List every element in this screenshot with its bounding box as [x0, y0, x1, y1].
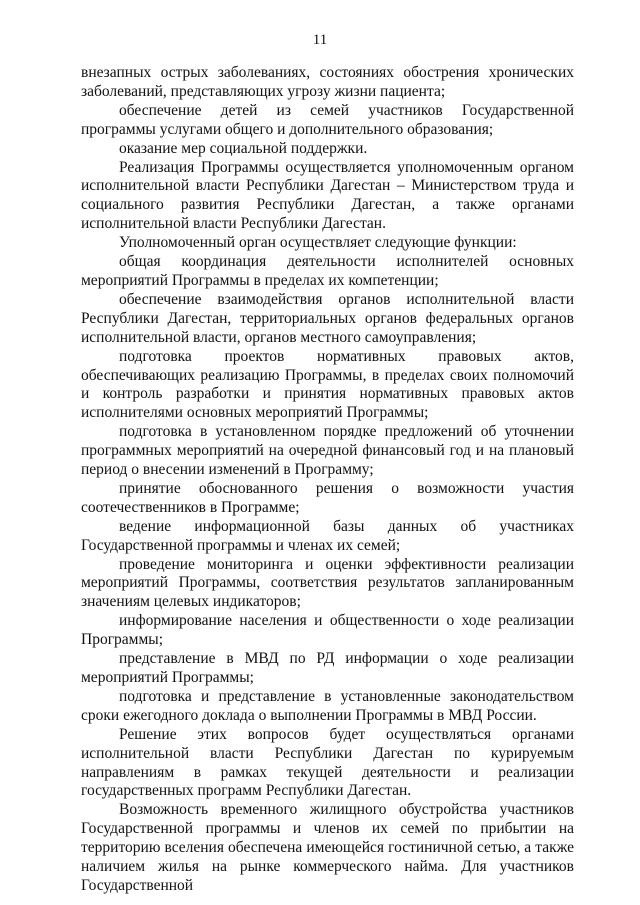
paragraph: Решение этих вопросов будет осуществляться органами исполнительной власти Республики Дагестан по курируемым направлениям в рамках текущей деятельности и реализации государственных программ Республики Дагестан. — [81, 725, 574, 800]
paragraph: подготовка и представление в установленные законодательством сроки ежегодного доклада о выполнении Программы в МВД России. — [81, 687, 574, 724]
page-number: 11 — [312, 32, 328, 48]
paragraph: подготовка в установленном порядке предложений об уточнении программных мероприятий на очередной финансовый год и на плановый период о внесении изменений в Программу; — [81, 423, 574, 479]
paragraph: общая координация деятельности исполнителей основных мероприятий Программы в пределах их компетенции; — [81, 253, 574, 289]
paragraph: Реализация Программы осуществляется уполномоченным органом исполнительной власти Республики Дагестан – Министерством труда и социального развития Республики Дагестан, а также органами исполнительной власти Республики Дагестан. — [81, 158, 574, 233]
paragraph: проведение мониторинга и оценки эффективности реализации мероприятий Программы, соответствия результатов запланированным значениям целевых индикаторов; — [81, 555, 574, 611]
paragraph: Уполномоченный орган осуществляет следующие функции: — [119, 234, 517, 252]
paragraph: внезапных острых заболеваниях, состояниях обострения хронических заболеваний, представляющих угрозу жизни пациента; — [81, 64, 574, 100]
paragraph: Возможность временного жилищного обустройства участников Государственной программы и членов их семей по прибытии на территорию вселения обеспечена имеющейся гостиничной сетью, а также наличием жилья на рынке коммерческого найма. Для участников Государственной — [81, 801, 574, 894]
paragraph: представление в МВД по РД информации о ходе реализации мероприятий Программы; — [81, 650, 574, 686]
paragraph: ведение информационной базы данных об участниках Государственной программы и членах их семей; — [81, 517, 574, 554]
paragraph: подготовка проектов нормативных правовых актов, обеспечивающих реализацию Программы, в пределах своих полномочий и контроль разработки и принятия нормативных правовых актов исполнителями основных мероприятий Программы; — [81, 347, 574, 422]
paragraph: обеспечение детей из семей участников Государственной программы услугами общего и дополнительного образования; — [81, 101, 574, 138]
document-body — [81, 64, 574, 896]
paragraph: принятие обоснованного решения о возможности участия соотечественников в Программе; — [81, 479, 574, 516]
paragraph: обеспечение взаимодействия органов исполнительной власти Республики Дагестан, территориальных органов федеральных органов исполнительной власти, органов местного самоуправления; — [81, 290, 574, 346]
paragraph: информирование населения и общественности о ходе реализации Программы; — [81, 612, 574, 649]
paragraph: оказание мер социальной поддержки. — [119, 139, 368, 157]
